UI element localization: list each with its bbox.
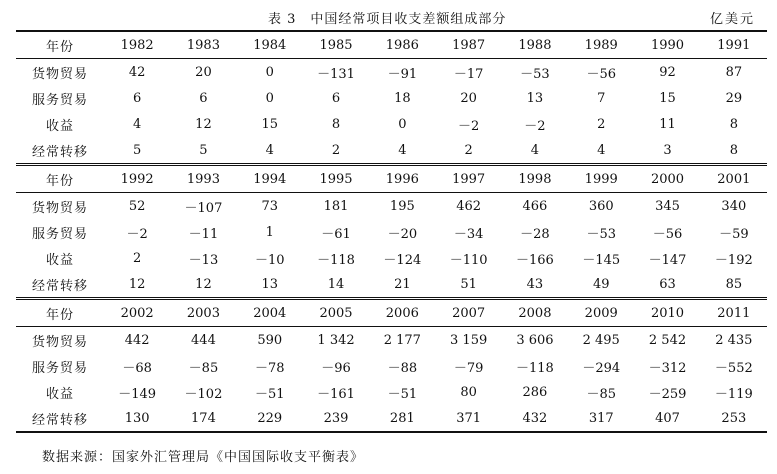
table-row [16, 271, 767, 299]
value-cell: 4 [265, 142, 274, 158]
value-cell: 13 [261, 276, 279, 292]
year-header-row [16, 165, 767, 193]
value-cell: 42 [128, 64, 146, 80]
value-cell: －51 [254, 386, 285, 402]
year-cell: 2000 [634, 165, 700, 193]
year-header-label: 年份 [16, 31, 104, 59]
value-cell: 6 [133, 90, 142, 106]
year-cell: 1999 [568, 165, 634, 193]
value-cell: 442 [124, 332, 150, 348]
value-cell: －56 [652, 226, 683, 242]
year-cell: 2002 [104, 299, 170, 327]
value-cell: 3 [663, 142, 672, 158]
value-cell: －79 [453, 360, 484, 376]
value-cell: －166 [516, 252, 554, 268]
year-cell: 2003 [170, 299, 236, 327]
value-cell: －145 [582, 252, 621, 268]
value-cell: 340 [721, 198, 747, 214]
value-cell: －2 [524, 118, 546, 134]
year-cell: 1983 [170, 31, 236, 59]
value-cell: 181 [323, 198, 349, 214]
value-cell: －85 [586, 386, 616, 402]
value-cell: 253 [701, 405, 767, 432]
year-cell: 2011 [701, 299, 767, 327]
value-cell: 407 [634, 405, 700, 432]
year-cell: 1994 [237, 165, 303, 193]
year-cell: 1989 [568, 31, 634, 59]
row-label: 货物贸易 [31, 334, 88, 350]
value-cell: 13 [526, 90, 544, 106]
year-header-row [16, 31, 767, 59]
value-cell: －10 [254, 252, 285, 268]
value-cell: 317 [568, 405, 634, 432]
value-cell: 85 [725, 276, 743, 292]
row-label: 服务贸易 [31, 360, 88, 376]
value-cell: －312 [648, 360, 687, 376]
value-cell: －78 [254, 360, 285, 376]
value-cell: 286 [522, 384, 548, 400]
value-cell: －259 [648, 386, 687, 402]
row-label: 收益 [45, 386, 74, 402]
value-cell: －61 [321, 226, 351, 242]
value-cell: 4 [530, 142, 540, 158]
value-cell: 14 [327, 276, 345, 292]
year-cell: 2009 [568, 299, 634, 327]
value-cell: 2 [597, 116, 606, 132]
value-cell: 466 [522, 198, 548, 214]
year-cell: 1997 [435, 165, 501, 193]
value-cell: 2 495 [582, 332, 620, 348]
year-cell: 1986 [369, 31, 435, 59]
value-cell: 20 [460, 90, 477, 106]
value-cell: －2 [457, 118, 480, 134]
value-cell: 8 [729, 116, 738, 132]
row-label: 收益 [45, 118, 74, 134]
table-row [16, 59, 767, 86]
value-cell: 12 [128, 276, 146, 292]
value-cell: －110 [449, 252, 488, 268]
row-label: 经常转移 [31, 278, 88, 294]
value-cell: 4 [133, 116, 142, 132]
year-cell: 1991 [701, 31, 767, 59]
year-cell: 2007 [435, 299, 501, 327]
value-cell: －124 [383, 252, 422, 268]
table-title: 表 3 中国经常项目收支差额组成部分 [268, 12, 507, 27]
value-cell: 281 [369, 405, 435, 432]
value-cell: 432 [502, 405, 568, 432]
table-row [16, 245, 767, 271]
row-label: 经常转移 [31, 144, 88, 160]
value-cell: 18 [394, 90, 411, 106]
year-header-row [16, 299, 767, 327]
table-row [16, 219, 767, 245]
value-cell: 5 [133, 142, 142, 158]
value-cell: －11 [188, 226, 219, 242]
value-cell: 63 [659, 276, 676, 292]
table-row [16, 193, 767, 220]
source-note: 数据来源：国家外汇管理局《中国国际收支平衡表》 [42, 450, 365, 465]
table-row [16, 111, 767, 137]
value-cell: 15 [261, 116, 279, 132]
value-cell: －161 [317, 386, 355, 402]
value-cell: 43 [526, 276, 544, 292]
balance-table-body [16, 31, 767, 432]
value-cell: －91 [387, 66, 418, 82]
value-cell: －53 [586, 226, 616, 242]
value-cell: －102 [184, 386, 223, 402]
table-caption [0, 6, 777, 28]
year-header-label: 年份 [16, 299, 104, 327]
value-cell: －2 [126, 226, 148, 242]
row-label: 经常转移 [16, 405, 104, 432]
value-cell: 0 [265, 90, 274, 106]
year-cell: 1990 [634, 31, 700, 59]
value-cell: 4 [597, 142, 606, 158]
value-cell: －552 [714, 360, 753, 376]
value-cell: 12 [195, 116, 212, 132]
value-cell: －17 [453, 66, 484, 82]
value-cell: 51 [460, 276, 477, 292]
value-cell: 5 [199, 142, 208, 158]
value-cell: －68 [122, 360, 152, 376]
table-row [16, 353, 767, 379]
value-cell: －53 [520, 66, 550, 82]
value-cell: 6 [331, 90, 341, 106]
row-label: 货物贸易 [31, 66, 88, 82]
year-cell: 2001 [701, 165, 767, 193]
value-cell: 87 [725, 64, 743, 80]
value-cell: 239 [303, 405, 369, 432]
year-cell: 1992 [104, 165, 170, 193]
table-row [16, 137, 767, 165]
year-cell: 1995 [303, 165, 369, 193]
value-cell: 2 177 [383, 332, 421, 348]
value-cell: －96 [321, 360, 351, 376]
value-cell: 3 606 [516, 332, 554, 348]
year-cell: 1982 [104, 31, 170, 59]
table-row [16, 405, 767, 432]
value-cell: －28 [520, 226, 550, 242]
value-cell: 195 [389, 198, 415, 214]
table-row [16, 85, 767, 111]
value-cell: 2 [133, 250, 142, 266]
value-cell: 8 [729, 142, 738, 158]
value-cell: 0 [265, 64, 274, 80]
row-label: 服务贸易 [31, 226, 88, 242]
year-header-label: 年份 [16, 165, 104, 193]
value-cell: －85 [188, 360, 219, 376]
value-cell: －56 [586, 66, 616, 82]
value-cell: 345 [655, 198, 680, 214]
value-cell: －119 [714, 386, 753, 402]
value-cell: 92 [659, 64, 676, 80]
value-cell: 20 [195, 64, 212, 80]
value-cell: －118 [317, 252, 355, 268]
value-cell: 1 342 [317, 332, 355, 348]
year-cell: 1996 [369, 165, 435, 193]
year-cell: 1998 [502, 165, 568, 193]
year-cell: 2010 [634, 299, 700, 327]
value-cell: 15 [659, 90, 676, 106]
value-cell: －118 [516, 360, 554, 376]
value-cell: －131 [317, 66, 355, 82]
value-cell: －294 [582, 360, 621, 376]
value-cell: 8 [331, 116, 341, 132]
row-label: 货物贸易 [31, 200, 88, 216]
value-cell: －192 [714, 252, 753, 268]
value-cell: 49 [592, 276, 610, 292]
year-cell: 2004 [237, 299, 303, 327]
year-cell: 1984 [237, 31, 303, 59]
value-cell: 2 [464, 142, 473, 158]
table-row [16, 327, 767, 354]
row-label: 服务贸易 [31, 92, 88, 108]
value-cell: 371 [435, 405, 501, 432]
value-cell: 2 435 [715, 332, 753, 348]
value-cell: 0 [398, 116, 407, 132]
value-cell: 12 [195, 276, 212, 292]
value-cell: 73 [261, 198, 279, 214]
table-unit: 亿美元 [709, 12, 755, 27]
value-cell: －107 [184, 200, 223, 216]
value-cell: 80 [460, 384, 477, 400]
table-row [16, 379, 767, 405]
value-cell: －147 [648, 252, 687, 268]
year-cell: 1987 [435, 31, 501, 59]
value-cell: 29 [725, 90, 743, 106]
value-cell: 590 [257, 332, 283, 348]
value-cell: 3 159 [450, 332, 488, 348]
value-cell: 2 542 [648, 332, 687, 348]
value-cell: 6 [199, 90, 208, 106]
value-cell: 130 [104, 405, 170, 432]
year-cell: 2008 [502, 299, 568, 327]
value-cell: －13 [188, 252, 219, 268]
year-cell: 1988 [502, 31, 568, 59]
value-cell: 4 [398, 142, 407, 158]
value-cell: 229 [237, 405, 303, 432]
value-cell: 11 [659, 116, 676, 132]
value-cell: 462 [456, 198, 482, 214]
balance-table [16, 30, 767, 433]
value-cell: －88 [387, 360, 418, 376]
value-cell: －20 [387, 226, 418, 242]
value-cell: 2 [331, 142, 341, 158]
value-cell: －34 [453, 226, 484, 242]
value-cell: 52 [128, 198, 146, 214]
value-cell: 1 [265, 224, 274, 240]
value-cell: 7 [597, 90, 606, 106]
year-cell: 1993 [170, 165, 236, 193]
value-cell: －149 [118, 386, 157, 402]
value-cell: －59 [719, 226, 749, 242]
value-cell: 21 [394, 276, 411, 292]
value-cell: 360 [588, 198, 614, 214]
value-cell: －51 [387, 386, 418, 402]
row-label: 收益 [45, 252, 74, 268]
year-cell: 2006 [369, 299, 435, 327]
year-cell: 2005 [303, 299, 369, 327]
value-cell: 444 [191, 332, 216, 348]
value-cell: 174 [170, 405, 236, 432]
year-cell: 1985 [303, 31, 369, 59]
